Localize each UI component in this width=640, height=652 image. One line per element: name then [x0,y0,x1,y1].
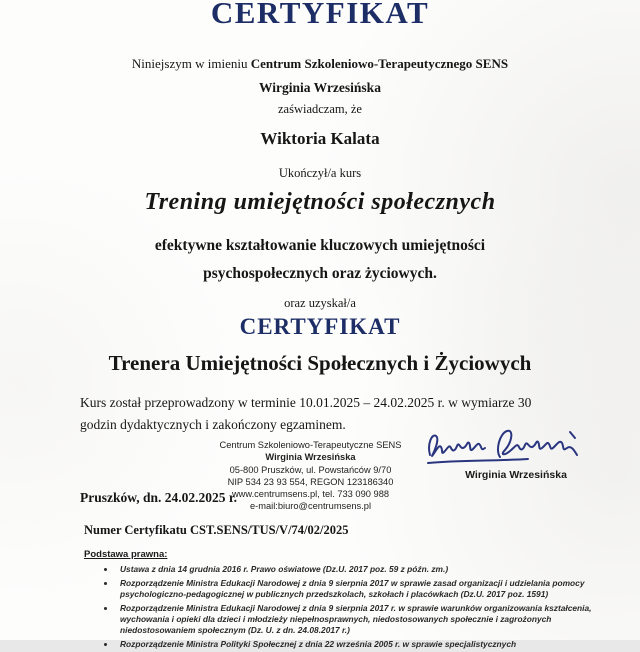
recipient-name: Wiktoria Kalata [260,129,380,148]
issuer-name: Wirginia Wrzesińska [259,80,381,95]
legal-item: • Rozporządzenie Ministra Edukacji Narodowej z dnia 9 sierpnia 2017 w sprawie zasad organizacji i udzielania pomocy psychologiczno-pedagogicznej w publicznych przedszkolach, szkołach i placówkach (Dz.U. 2017 poz. 1591) [116,578,609,600]
certificate-number: Numer Certyfikatu CST.SENS/TUS/V/74/02/2025 [84,523,349,537]
intro-organization: Centrum Szkoleniowo-Terapeutycznego SENS [250,56,509,71]
intro-line [0,56,640,72]
place-and-date: Pruszków, dn. 24.02.2025 r. [80,490,238,505]
certificate-title: CERTYFIKAT [210,0,430,30]
legal-item: • Rozporządzenie Ministra Edukacji Narodowej z dnia 9 sierpnia 2017 r. w sprawie warunków organizowania kształcenia, wychowania i opieki dla dzieci i młodzieży niepełnosprawnych, niedostosowanych społecznie i zagrożonych niedostosowaniem społecznym (Dz. U. z dn. 24.08.2017 r.) [116,603,609,636]
course-subtitle-line2: psychospołecznych oraz życiowych. [203,265,437,282]
contact-web-tel: www.centrumsens.pl, tel. 733 090 988 [231,489,390,500]
intro-prefix: Niniejszym w imieniu [131,56,251,71]
course-title: Trening umiejętności społecznych [144,189,496,215]
course-details-paragraph: Kurs został przeprowadzony w terminie 10.01.2025 – 24.02.2025 r. w wymiarze 30 godzin dydaktycznych i zakończony egzaminem. [80,395,532,432]
contact-email: e-mail:biuro@centrumsens.pl [249,501,372,512]
legal-basis-heading: Podstawa prawna: [84,549,168,560]
contact-registry: NIP 534 23 93 554, REGON 123186340 [227,476,394,487]
contact-address: 05-800 Pruszków, ul. Powstańców 9/70 [229,464,392,475]
completed-label: Ukończył/a kurs [278,166,362,180]
legal-item: • Rozporządzenie Ministra Polityki Społecznej z dnia 22 września 2005 r. w sprawie specjalistycznych [116,639,609,650]
signature-printed-name: Wirginia Wrzesińska [465,469,567,481]
contact-name: Wirginia Wrzesińska [265,452,356,463]
course-subtitle-line1: efektywne kształtowanie kluczowych umiejętności [154,237,486,254]
legal-item: • Ustawa z dnia 14 grudnia 2016 r. Prawo oświatowe (Dz.U. 2017 poz. 59 z późn. zm.) [116,564,609,575]
contact-org: Centrum Szkoleniowo-Terapeutyczne SENS [219,440,402,450]
signature-image [424,424,604,474]
attest-label: zaświadczam, że [278,102,362,116]
certificate-of-title: Trenera Umiejętności Społecznych i Życiowych [108,351,532,375]
obtained-label: oraz uzyskał/a [284,296,356,310]
legal-basis-section [84,549,609,652]
legal-basis-list [84,564,609,649]
certificate-word: CERTYFIKAT [239,314,401,339]
